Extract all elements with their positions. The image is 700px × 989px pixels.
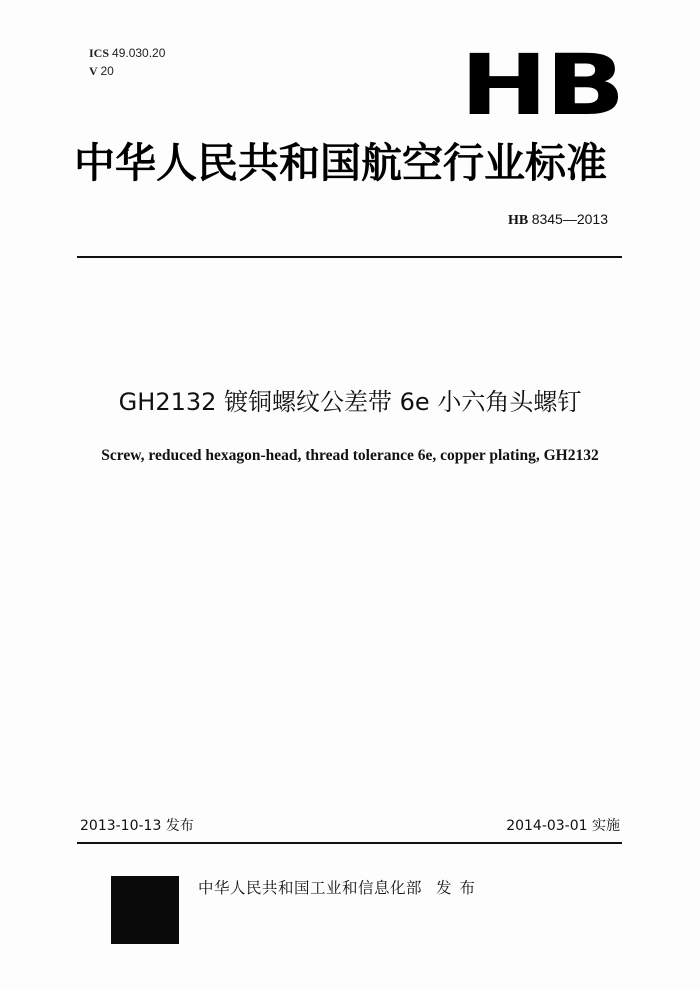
hb-logo: HB [460, 36, 623, 134]
category-label: V [89, 64, 98, 78]
ics-label: ICS [89, 46, 110, 60]
ics-line [89, 44, 165, 62]
document-title-cn: GH2132 镀铜螺纹公差带 6e 小六角头螺钉 [118, 388, 582, 416]
category-code: 20 [100, 64, 114, 78]
bottom-divider [77, 842, 622, 844]
document-title-en: Screw, reduced hexagon-head, thread tolerance 6e, copper plating, GH2132 [101, 447, 599, 464]
issuer-name: 中华人民共和国工业和信息化部 [198, 879, 423, 897]
standard-title: 中华人民共和国航空行业标准 [74, 139, 607, 187]
issue-date: 2013-10-13 发布 [80, 818, 194, 834]
issuer-suffix: 发布 [436, 879, 484, 897]
standard-number-prefix: HB [507, 213, 529, 228]
standard-number [508, 211, 608, 229]
implementation-date: 2014-03-01 实施 [506, 818, 620, 834]
top-divider [77, 256, 622, 258]
category-line [89, 62, 165, 80]
classification-block [89, 44, 165, 80]
redaction-block [111, 876, 179, 944]
standard-number-value: 8345—2013 [531, 211, 608, 227]
ics-code: 49.030.20 [112, 46, 166, 60]
issuer-line [198, 876, 483, 898]
